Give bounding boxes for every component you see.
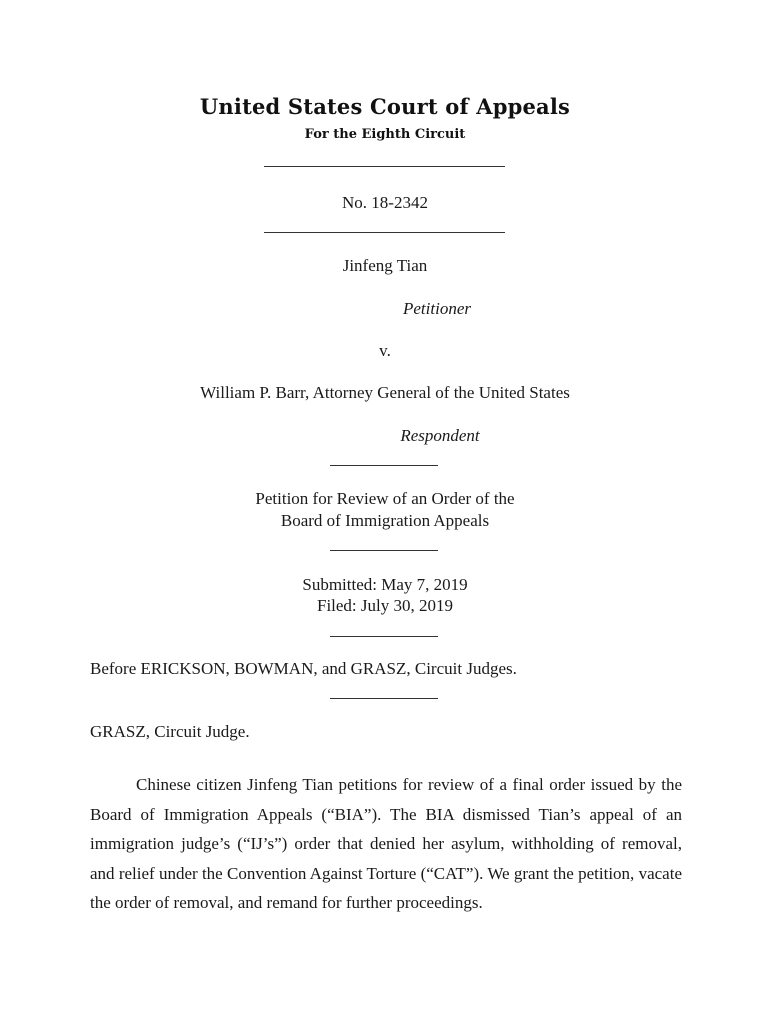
versus: v.: [379, 341, 391, 360]
divider: [264, 232, 505, 233]
circuit-subtitle: For the Eighth Circuit: [304, 127, 466, 142]
divider: [330, 698, 438, 699]
divider: [330, 465, 438, 466]
filed-date: Filed: July 30, 2019: [316, 596, 453, 615]
divider: [330, 550, 438, 551]
petitioner-role: Petitioner: [403, 299, 471, 318]
petition-line-2: Board of Immigration Appeals: [280, 511, 490, 530]
divider: [264, 166, 505, 167]
respondent-name: William P. Barr, Attorney General of the United States: [200, 383, 570, 402]
author-line: GRASZ, Circuit Judge.: [90, 722, 250, 741]
petitioner-name: Jinfeng Tian: [342, 256, 428, 275]
court-title: United States Court of Appeals: [199, 94, 571, 119]
petition-line-1: Petition for Review of an Order of the: [255, 489, 515, 508]
panel-line: Before ERICKSON, BOWMAN, and GRASZ, Circuit Judges.: [90, 659, 517, 678]
respondent-role: Respondent: [400, 426, 480, 445]
case-number: No. 18-2342: [342, 193, 428, 212]
divider: [330, 636, 438, 637]
opinion-paragraph: Chinese citizen Jinfeng Tian petitions for review of a final order issued by the Board of Immigration Appeals (“BIA”). The BIA dismissed Tian’s appeal of an immigration judge’s (“IJ’s”) order that denied her asylum, withholding of removal, and relief under the Convention Against Torture (“CAT”). We grant the petition, vacate the order of removal, and remand for further proceedings.: [90, 775, 682, 912]
submitted-date: Submitted: May 7, 2019: [302, 575, 468, 594]
